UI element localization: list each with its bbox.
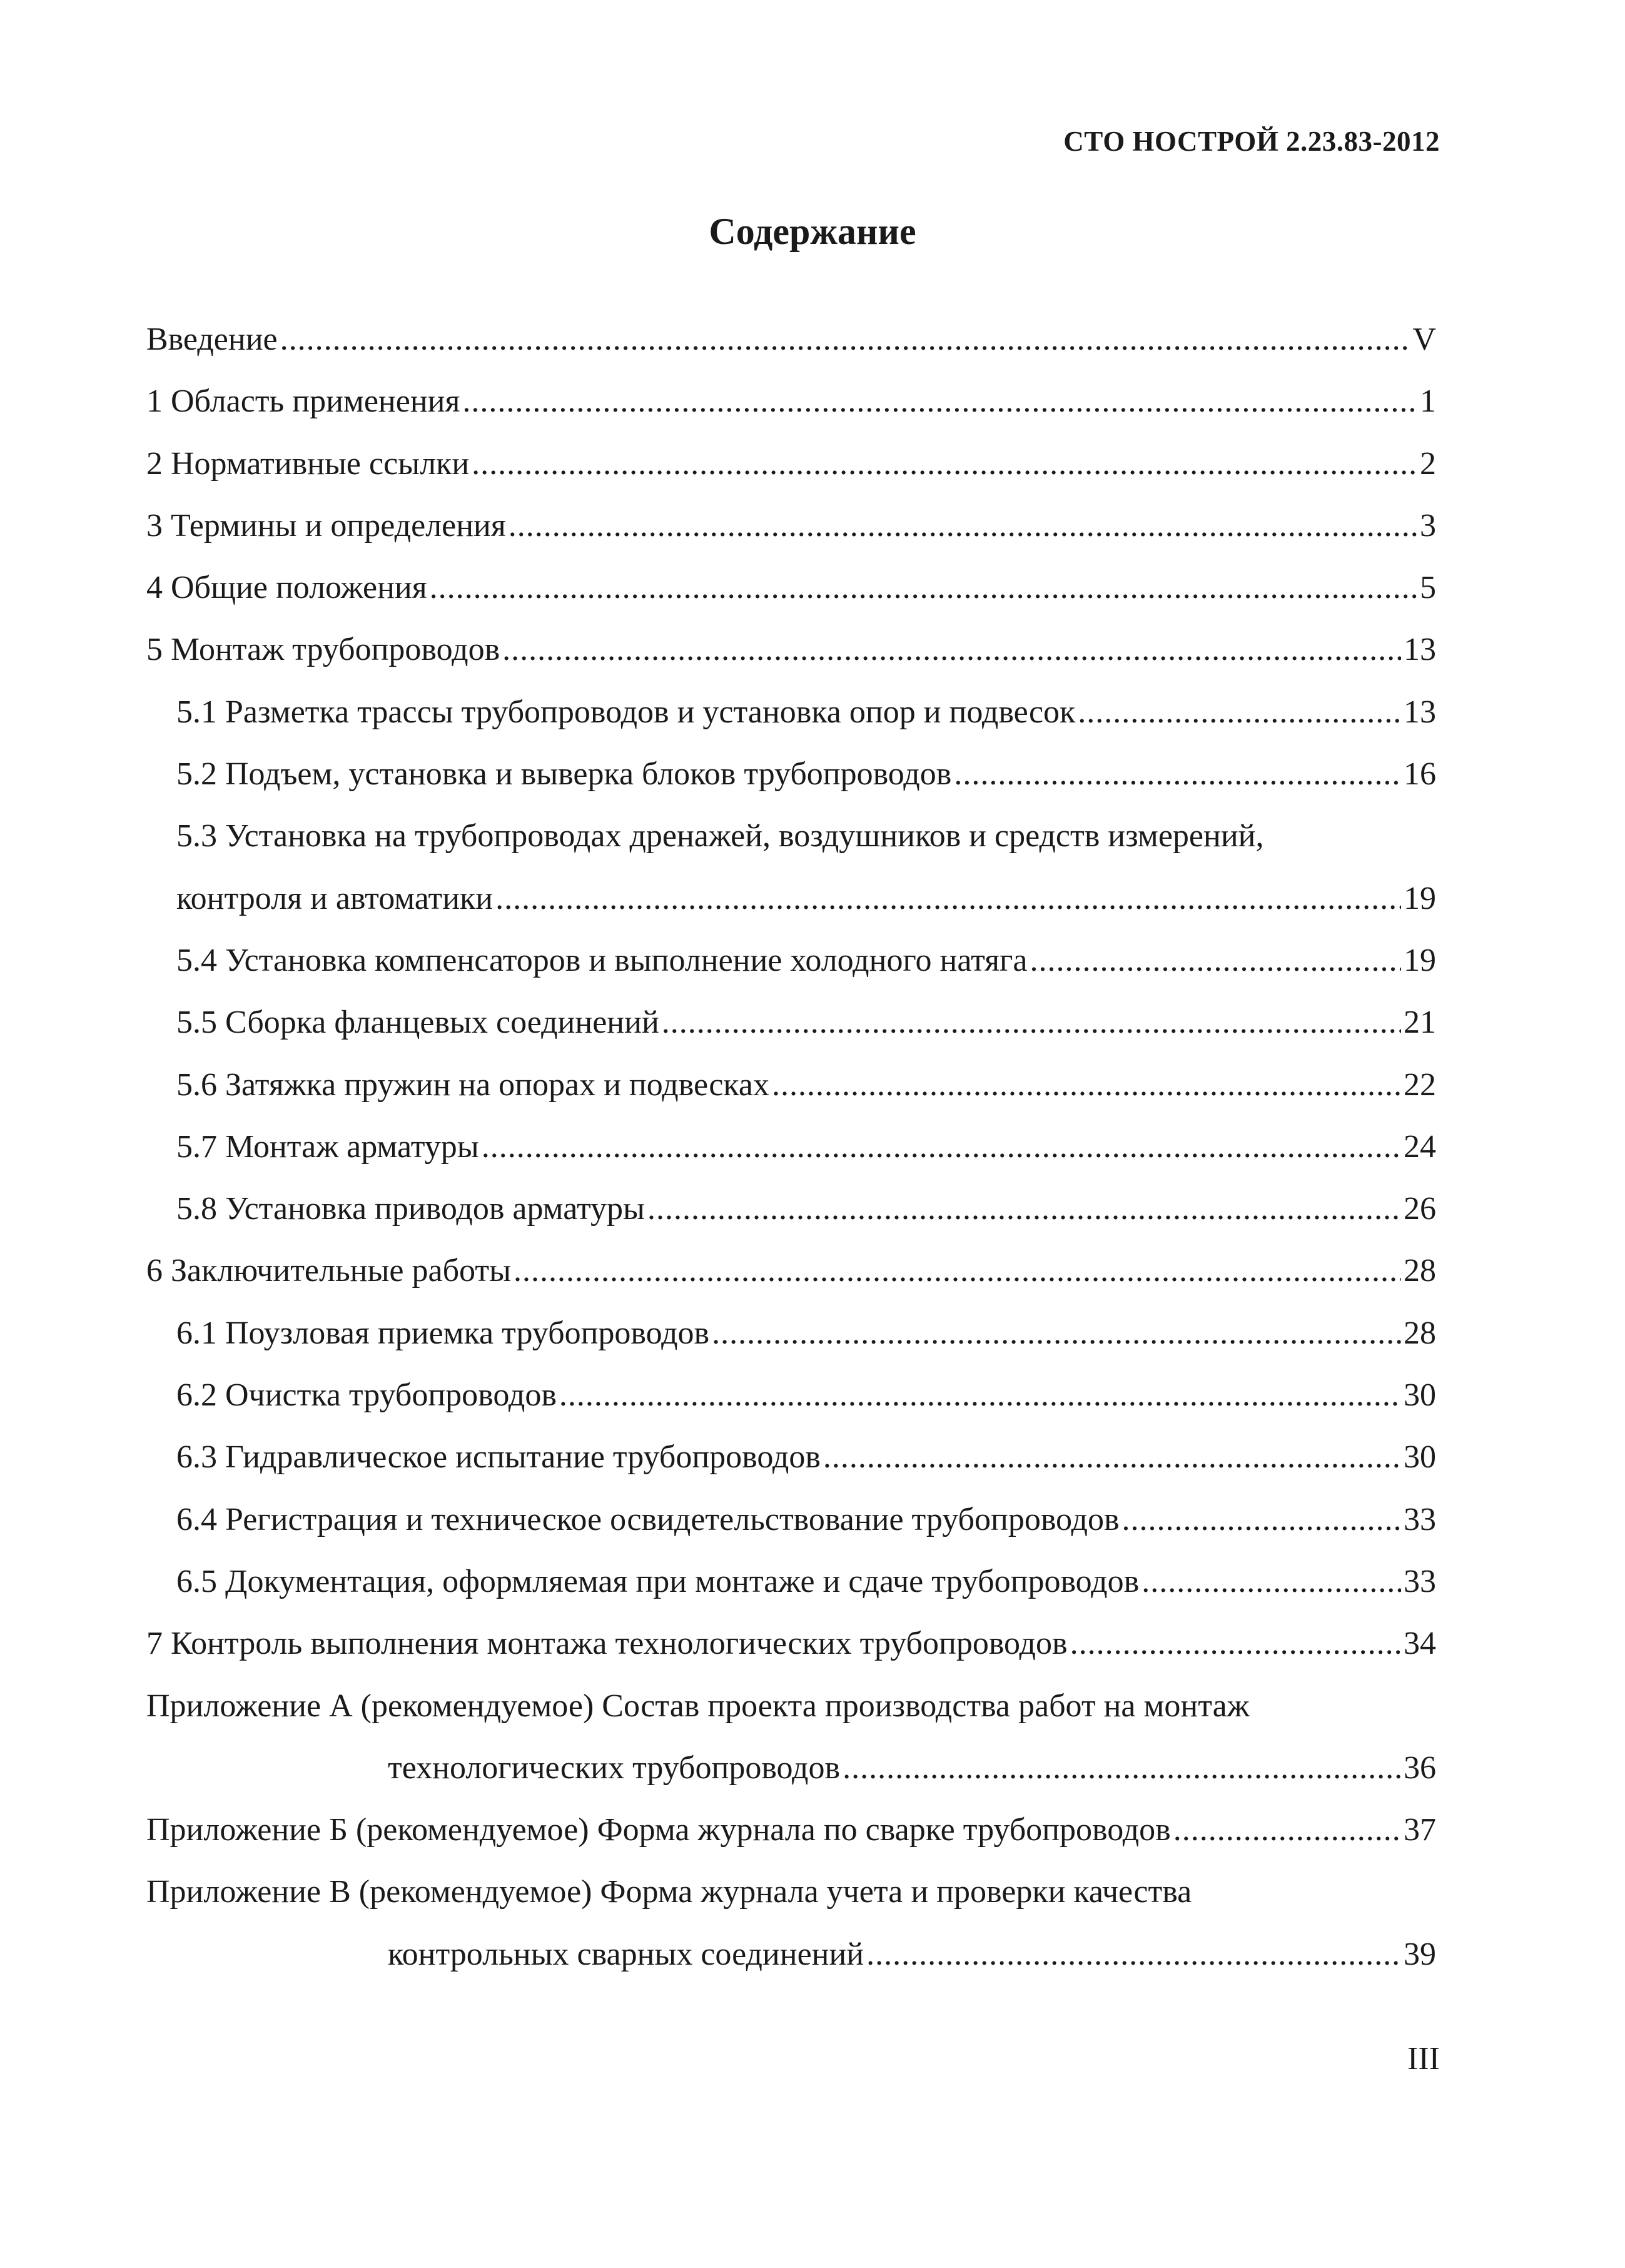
page-number: III [1407, 2041, 1440, 2077]
toc-dot-leader [647, 1188, 1401, 1230]
toc-entry-title: 6.2 Очистка трубопроводов [176, 1377, 557, 1414]
toc-dot-leader [1030, 940, 1401, 981]
toc-entry-page: 3 [1420, 507, 1436, 544]
toc-entry-section-5-7[interactable] [146, 1126, 1436, 1188]
toc-dot-leader [559, 1375, 1401, 1416]
toc-entry-appendix-v[interactable] [146, 1871, 1436, 1933]
toc-entry-section-6-2[interactable] [146, 1375, 1436, 1437]
toc-entry-title: 5.3 Установка на трубопроводах дренажей, воздушников и средств измерений, [176, 818, 1264, 854]
toc-entry-appendix-v-continued[interactable] [146, 1934, 1436, 1996]
toc-entry-title: 6.3 Гидравлическое испытание трубопроводов [176, 1439, 821, 1476]
toc-entry-section-6-4[interactable] [146, 1499, 1436, 1561]
toc-entry-section-5-1[interactable] [146, 692, 1436, 754]
toc-entry-page: 19 [1404, 942, 1436, 978]
toc-entry-section-4[interactable] [146, 567, 1436, 629]
toc-entry-title: 6.5 Документация, оформляемая при монтаже и сдаче трубопроводов [176, 1563, 1140, 1599]
toc-entry-section-5-6[interactable] [146, 1065, 1436, 1126]
page-title: Содержание [709, 211, 916, 252]
toc-dot-leader [280, 319, 1410, 360]
toc-entry-title: Приложение В (рекомендуемое) Форма журнала учета и проверки качества [146, 1874, 1192, 1910]
toc-entry-section-3[interactable] [146, 505, 1436, 567]
toc-entry-section-7[interactable] [146, 1623, 1436, 1685]
document-code: СТО НОСТРОЙ 2.23.83-2012 [1063, 126, 1440, 157]
toc-entry-title: контрольных сварных соединений [388, 1936, 864, 1972]
toc-entry-title: 5.6 Затяжка пружин на опорах и подвесках [176, 1066, 769, 1103]
toc-entry-page: 2 [1420, 445, 1436, 482]
toc-entry-title: Приложение Б (рекомендуемое) Форма журнала по сварке трубопроводов [146, 1812, 1171, 1848]
toc-entry-title: 5.5 Сборка фланцевых соединений [176, 1005, 659, 1041]
toc-dot-leader [662, 1002, 1401, 1043]
table-of-contents [146, 319, 1436, 1996]
toc-dot-leader [482, 1126, 1401, 1168]
toc-dot-leader [509, 505, 1417, 547]
toc-entry-page: 24 [1404, 1128, 1436, 1165]
toc-dot-leader [1070, 1623, 1401, 1664]
toc-entry-title: Приложение А (рекомендуемое) Состав проекта производства работ на монтаж [146, 1688, 1250, 1724]
toc-entry-section-2[interactable] [146, 443, 1436, 505]
toc-dot-leader [843, 1748, 1401, 1789]
toc-entry-title: Введение [146, 321, 278, 357]
toc-entry-title: 5.7 Монтаж арматуры [176, 1128, 479, 1165]
toc-entry-page: 26 [1404, 1191, 1436, 1227]
toc-entry-section-5-3[interactable] [146, 816, 1436, 878]
toc-entry-title: 5.4 Установка компенсаторов и выполнение холодного натяга [176, 942, 1028, 978]
toc-entry-section-6-1[interactable] [146, 1313, 1436, 1375]
toc-entry-appendix-a[interactable] [146, 1686, 1436, 1748]
toc-entry-page: 19 [1404, 880, 1436, 916]
toc-entry-page: 1 [1420, 383, 1436, 420]
toc-entry-page: 33 [1404, 1501, 1436, 1537]
toc-entry-page: 16 [1404, 756, 1436, 792]
toc-entry-page: 33 [1404, 1563, 1436, 1599]
toc-entry-page: 22 [1404, 1066, 1436, 1103]
toc-entry-title: 3 Термины и определения [146, 507, 506, 544]
toc-dot-leader [430, 567, 1417, 609]
toc-entry-title: 6.4 Регистрация и техническое освидетельствование трубопроводов [176, 1501, 1120, 1537]
toc-entry-title: 2 Нормативные ссылки [146, 445, 470, 482]
toc-entry-title: 4 Общие положения [146, 570, 427, 606]
toc-entry-section-5-3-continued[interactable] [146, 878, 1436, 940]
toc-entry-section-6-5[interactable] [146, 1561, 1436, 1623]
toc-dot-leader [462, 381, 1417, 422]
toc-entry-section-6[interactable] [146, 1250, 1436, 1312]
toc-entry-title: 5.1 Разметка трассы трубопроводов и установка опор и подвесок [176, 694, 1076, 730]
toc-entry-introduction[interactable] [146, 319, 1436, 381]
toc-dot-leader [1173, 1810, 1401, 1851]
toc-entry-title: 5 Монтаж трубопроводов [146, 632, 500, 668]
toc-entry-page: 39 [1404, 1936, 1436, 1972]
toc-entry-section-6-3[interactable] [146, 1437, 1436, 1499]
toc-entry-page: V [1412, 321, 1436, 357]
toc-entry-section-5-5[interactable] [146, 1002, 1436, 1064]
toc-entry-page: 30 [1404, 1439, 1436, 1476]
toc-entry-section-5-2[interactable] [146, 754, 1436, 816]
toc-dot-leader [866, 1934, 1401, 1975]
toc-dot-leader [1142, 1561, 1401, 1602]
toc-entry-page: 30 [1404, 1377, 1436, 1414]
toc-entry-page: 13 [1404, 632, 1436, 668]
toc-dot-leader [954, 754, 1401, 795]
toc-entry-page: 28 [1404, 1315, 1436, 1351]
toc-entry-section-5-4[interactable] [146, 940, 1436, 1002]
toc-entry-section-1[interactable] [146, 381, 1436, 443]
toc-entry-page: 21 [1404, 1005, 1436, 1041]
toc-entry-appendix-b[interactable] [146, 1810, 1436, 1871]
toc-entry-title: 5.2 Подъем, установка и выверка блоков трубопроводов [176, 756, 952, 792]
toc-dot-leader [514, 1250, 1401, 1292]
toc-entry-page: 13 [1404, 694, 1436, 730]
toc-dot-leader [712, 1313, 1401, 1354]
toc-entry-title: 1 Область применения [146, 383, 460, 420]
toc-entry-page: 5 [1420, 570, 1436, 606]
toc-entry-title: 6.1 Поузловая приемка трубопроводов [176, 1315, 710, 1351]
toc-dot-leader [472, 443, 1417, 485]
toc-entry-title: технологических трубопроводов [388, 1749, 841, 1786]
toc-entry-appendix-a-continued[interactable] [146, 1748, 1436, 1810]
toc-dot-leader [823, 1437, 1401, 1478]
toc-dot-leader [502, 629, 1401, 671]
toc-entry-title: 6 Заключительные работы [146, 1253, 512, 1289]
toc-entry-page: 36 [1404, 1749, 1436, 1786]
toc-entry-page: 37 [1404, 1812, 1436, 1848]
toc-dot-leader [1122, 1499, 1401, 1541]
toc-dot-leader [772, 1065, 1401, 1106]
toc-entry-page: 34 [1404, 1626, 1436, 1662]
toc-dot-leader [1078, 692, 1401, 733]
toc-entry-section-5-8[interactable] [146, 1188, 1436, 1250]
toc-entry-title: контроля и автоматики [176, 880, 494, 916]
toc-entry-page: 28 [1404, 1253, 1436, 1289]
toc-entry-title: 5.8 Установка приводов арматуры [176, 1191, 645, 1227]
toc-entry-section-5[interactable] [146, 629, 1436, 691]
toc-dot-leader [495, 878, 1401, 919]
toc-entry-title: 7 Контроль выполнения монтажа технологических трубопроводов [146, 1626, 1068, 1662]
